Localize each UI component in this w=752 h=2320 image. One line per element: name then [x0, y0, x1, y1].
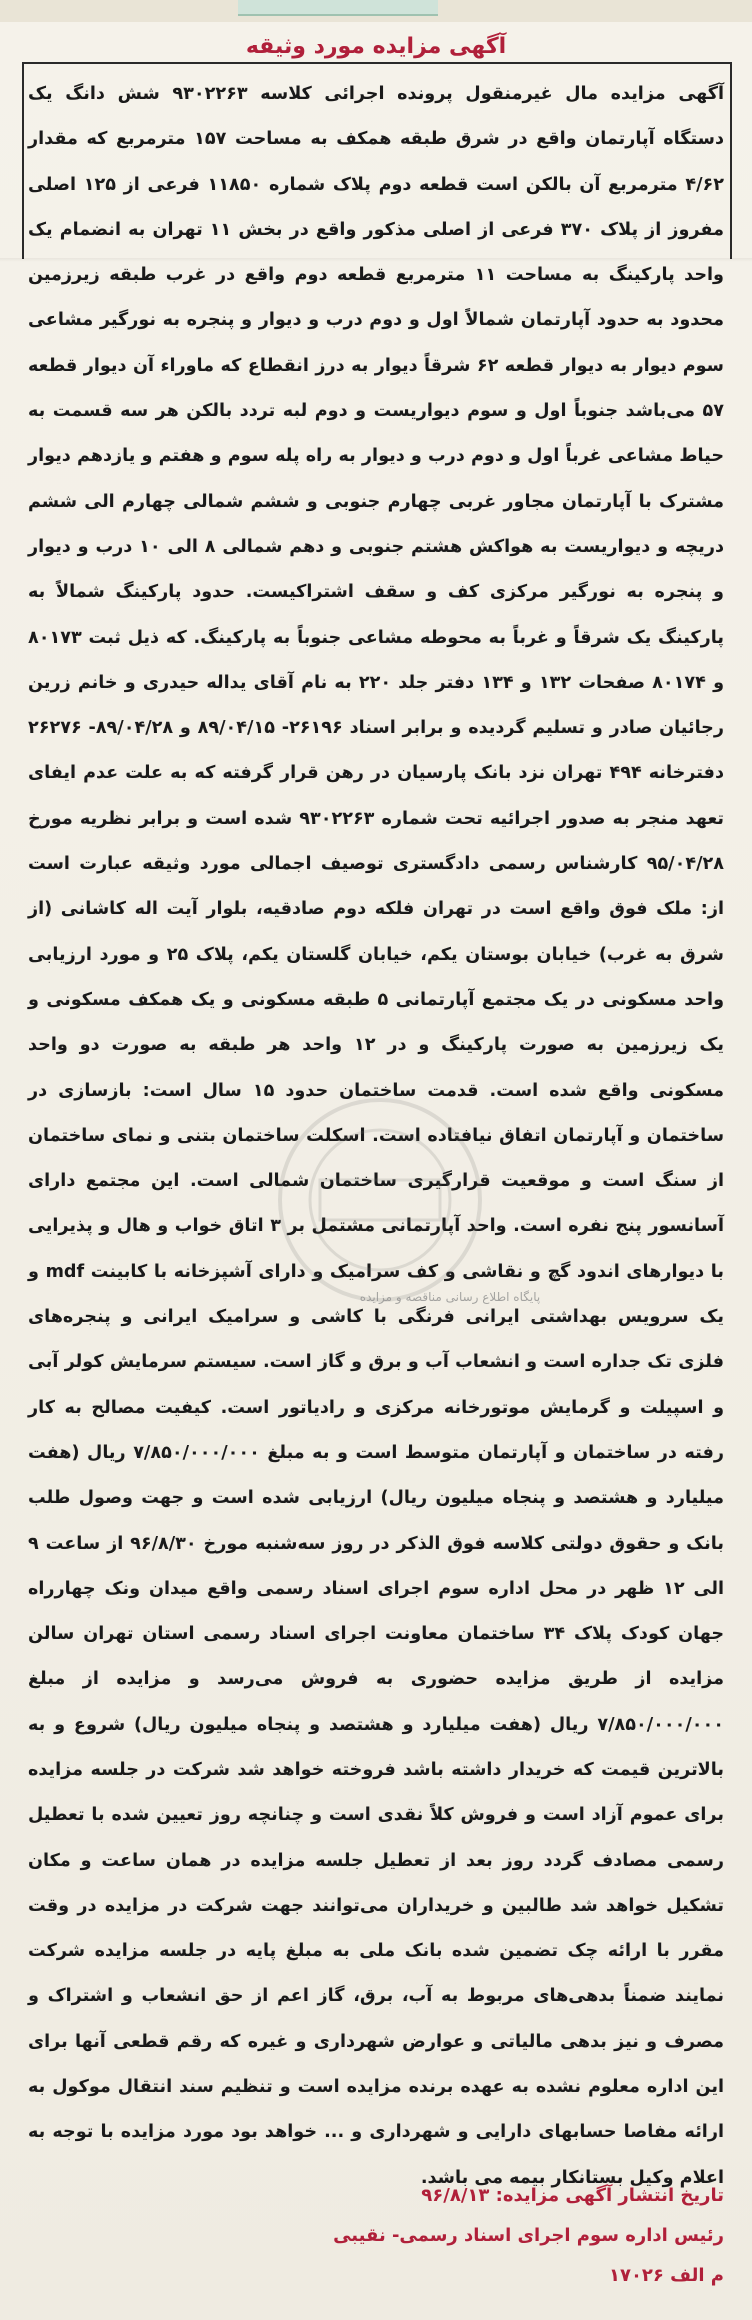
- watermark-text: پایگاه اطلاع رسانی مناقصه و مزایده: [359, 1290, 541, 1304]
- ad-footer: [28, 2176, 724, 2296]
- ad-title: آگهی مزایده مورد وثیقه: [245, 34, 507, 59]
- ad-code: م الف ۱۷۰۲۶: [608, 2265, 724, 2286]
- publication-date: تاریخ انتشار آگهی مزایده: ۹۶/۸/۱۳: [421, 2185, 724, 2206]
- top-tab-decoration: [238, 0, 438, 16]
- signer: رئیس اداره سوم اجرای اسناد رسمی- نقیبی: [333, 2225, 724, 2246]
- top-strip: [0, 0, 752, 22]
- watermark-logo-icon: [210, 1085, 550, 1315]
- ad-body-text: آگهی مزایده مال غیرمنقول پرونده اجرائی کلاسه ۹۳۰۲۲۶۳ شش دانگ یک دستگاه آپارتمان واقع در شرق طبقه همکف به مساحت ۱۵۷ مترمربع که مقدار ۴/۶۲ مترمربع آن بالکن است قطعه دوم پلاک شماره ۱۱۸۵۰ فرعی از ۱۲۵ اصلی مفروز از پلاک ۳۷۰ فرعی از اصلی مذکور واقع در بخش ۱۱ تهران به انضمام یک واحد پارکینگ به مساحت ۱۱ مترمربع قطعه دوم واقع در غرب طبقه زیرزمین محدود به حدود آپارتمان شمالاً اول و دوم درب و دیوار و پنجره به نورگیر مشاعی سوم دیوار به دیوار قطعه ۶۲ شرقاً دیوار به درز انقطاع که ماوراء آن دیوار قطعه ۵۷ می‌باشد جنوباً اول و سوم دیواریست و دوم لبه تردد بالکن هر سه قسمت به حیاط مشاعی غرباً اول و دوم درب و دیوار به راه پله سوم و هفتم و یازدهم دیوار مشترک با آپارتمان مجاور غربی چهارم جنوبی و ششم شمالی چهارم الی ششم دریچه و دیواریست به هواکش هشتم جنوبی و دهم شمالی ۸ الی ۱۰ درب و دیوار و پنجره به نورگیر مرکزی کف و سقف اشتراکیست. حدود پارکینگ شمالاً به پارکینگ یک شرقاً و غرباً به محوطه مشاعی جنوباً به پارکینگ. که ذیل ثبت ۸۰۱۷۳ و ۸۰۱۷۴ صفحات ۱۳۲ و ۱۳۴ دفتر جلد ۲۲۰ به نام آقای یداله حیدری و خانم زرین رجائیان صادر و تسلیم گردیده و برابر اسناد ۲۶۱۹۶- ۸۹/۰۴/۱۵ و ۸۹/۰۴/۲۸- ۲۶۲۷۶ دفترخانه ۴۹۴ تهران نزد بانک پارسیان در رهن قرار گرفته که به علت عدم ایفای تعهد منجر به صدور اجرائیه تحت شماره ۹۳۰۲۲۶۳ شده است و برابر نظریه مورخ ۹۵/۰۴/۲۸ کارشناس رسمی دادگستری توصیف اجمالی مورد وثیقه عبارت است از: ملک فوق واقع است در تهران فلکه دوم صادقیه، بلوار آیت اله کاشانی (از شرق به غرب) خیابان بوستان یکم، خیابان گلستان یکم، پلاک ۲۵ و مورد ارزیابی واحد مسکونی در یک مجتمع آپارتمانی ۵ طبقه مسکونی و یک همکف مسکونی و یک زیرزمین به صورت پارکینگ و در ۱۲ واحد هر طبقه به صورت دو واحد مسکونی واقع شده است. قدمت ساختمان حدود ۱۵ سال است: بازسازی در ساختمان و آپارتمان اتفاق نیافتاده است. اسکلت ساختمان بتنی و نمای ساختمان از سنگ است و موقعیت قرارگیری ساختمان شمالی است. این مجتمع دارای آسانسور پنج نفره است. واحد آپارتمانی مشتمل بر ۳ اتاق خواب و هال و پذیرایی با دیوارهای اندود گچ و نقاشی و کف سرامیک و دارای آشپزخانه با کابینت mdf و یک سرویس بهداشتی ایرانی فرنگی با کاشی و سرامیک ایرانی و پنجره‌های فلزی تک جداره است و انشعاب آب و برق و گاز است. سیستم سرمایش کولر آبی و اسپیلت و گرمایش موتورخانه مرکزی و رادیاتور است. کیفیت مصالح به کار رفته در ساختمان و آپارتمان متوسط است و به مبلغ ۷/۸۵۰/۰۰۰/۰۰۰ ریال (هفت میلیارد و هشتصد و پنجاه میلیون ریال) ارزیابی شده است و جهت وصول طلب بانک و حقوق دولتی کلاسه فوق الذکر در روز سه‌شنبه مورخ ۹۶/۸/۳۰ از ساعت ۹ الی ۱۲ ظهر در محل اداره سوم اجرای اسناد رسمی واقع میدان ونک چهارراه جهان کودک پلاک ۳۴ ساختمان معاونت اجرای اسناد رسمی استان تهران سالن مزایده از طریق مزایده حضوری به فروش می‌رسد و مزایده از مبلغ ۷/۸۵۰/۰۰۰/۰۰۰ ریال (هفت میلیارد و هشتصد و پنجاه میلیون ریال) شروع و به بالاترین قیمت که خریدار داشته باشد فروخته خواهد شد شرکت در جلسه مزایده برای عموم آزاد است و فروش کلاً نقدی است و چنانچه روز تعیین شده با تعطیل رسمی مصادف گردد روز بعد از تعطیل جلسه مزایده در همان ساعت و مکان تشکیل خواهد شد طالبین و خریداران می‌توانند جهت شرکت در مزایده در وقت مقرر با ارائه چک تضمین شده بانک ملی به مبلغ پایه در جلسه مزایده شرکت نمایند ضمناً بدهی‌های مربوط به آب، برق، گاز اعم از حق انشعاب و اشتراک و مصرف و نیز بدهی مالیاتی و عوارض شهرداری و غیره که رقم قطعی آنها برای این اداره معلوم نشده به عهده برنده مزایده است و تنظیم سند انتقال موکول به ارائه مفاصا حسابهای دارایی و شهرداری و ... خواهد بود مورد مزایده با توجه به اعلام وکیل بستانکار بیمه می باشد.: [28, 84, 725, 2188]
